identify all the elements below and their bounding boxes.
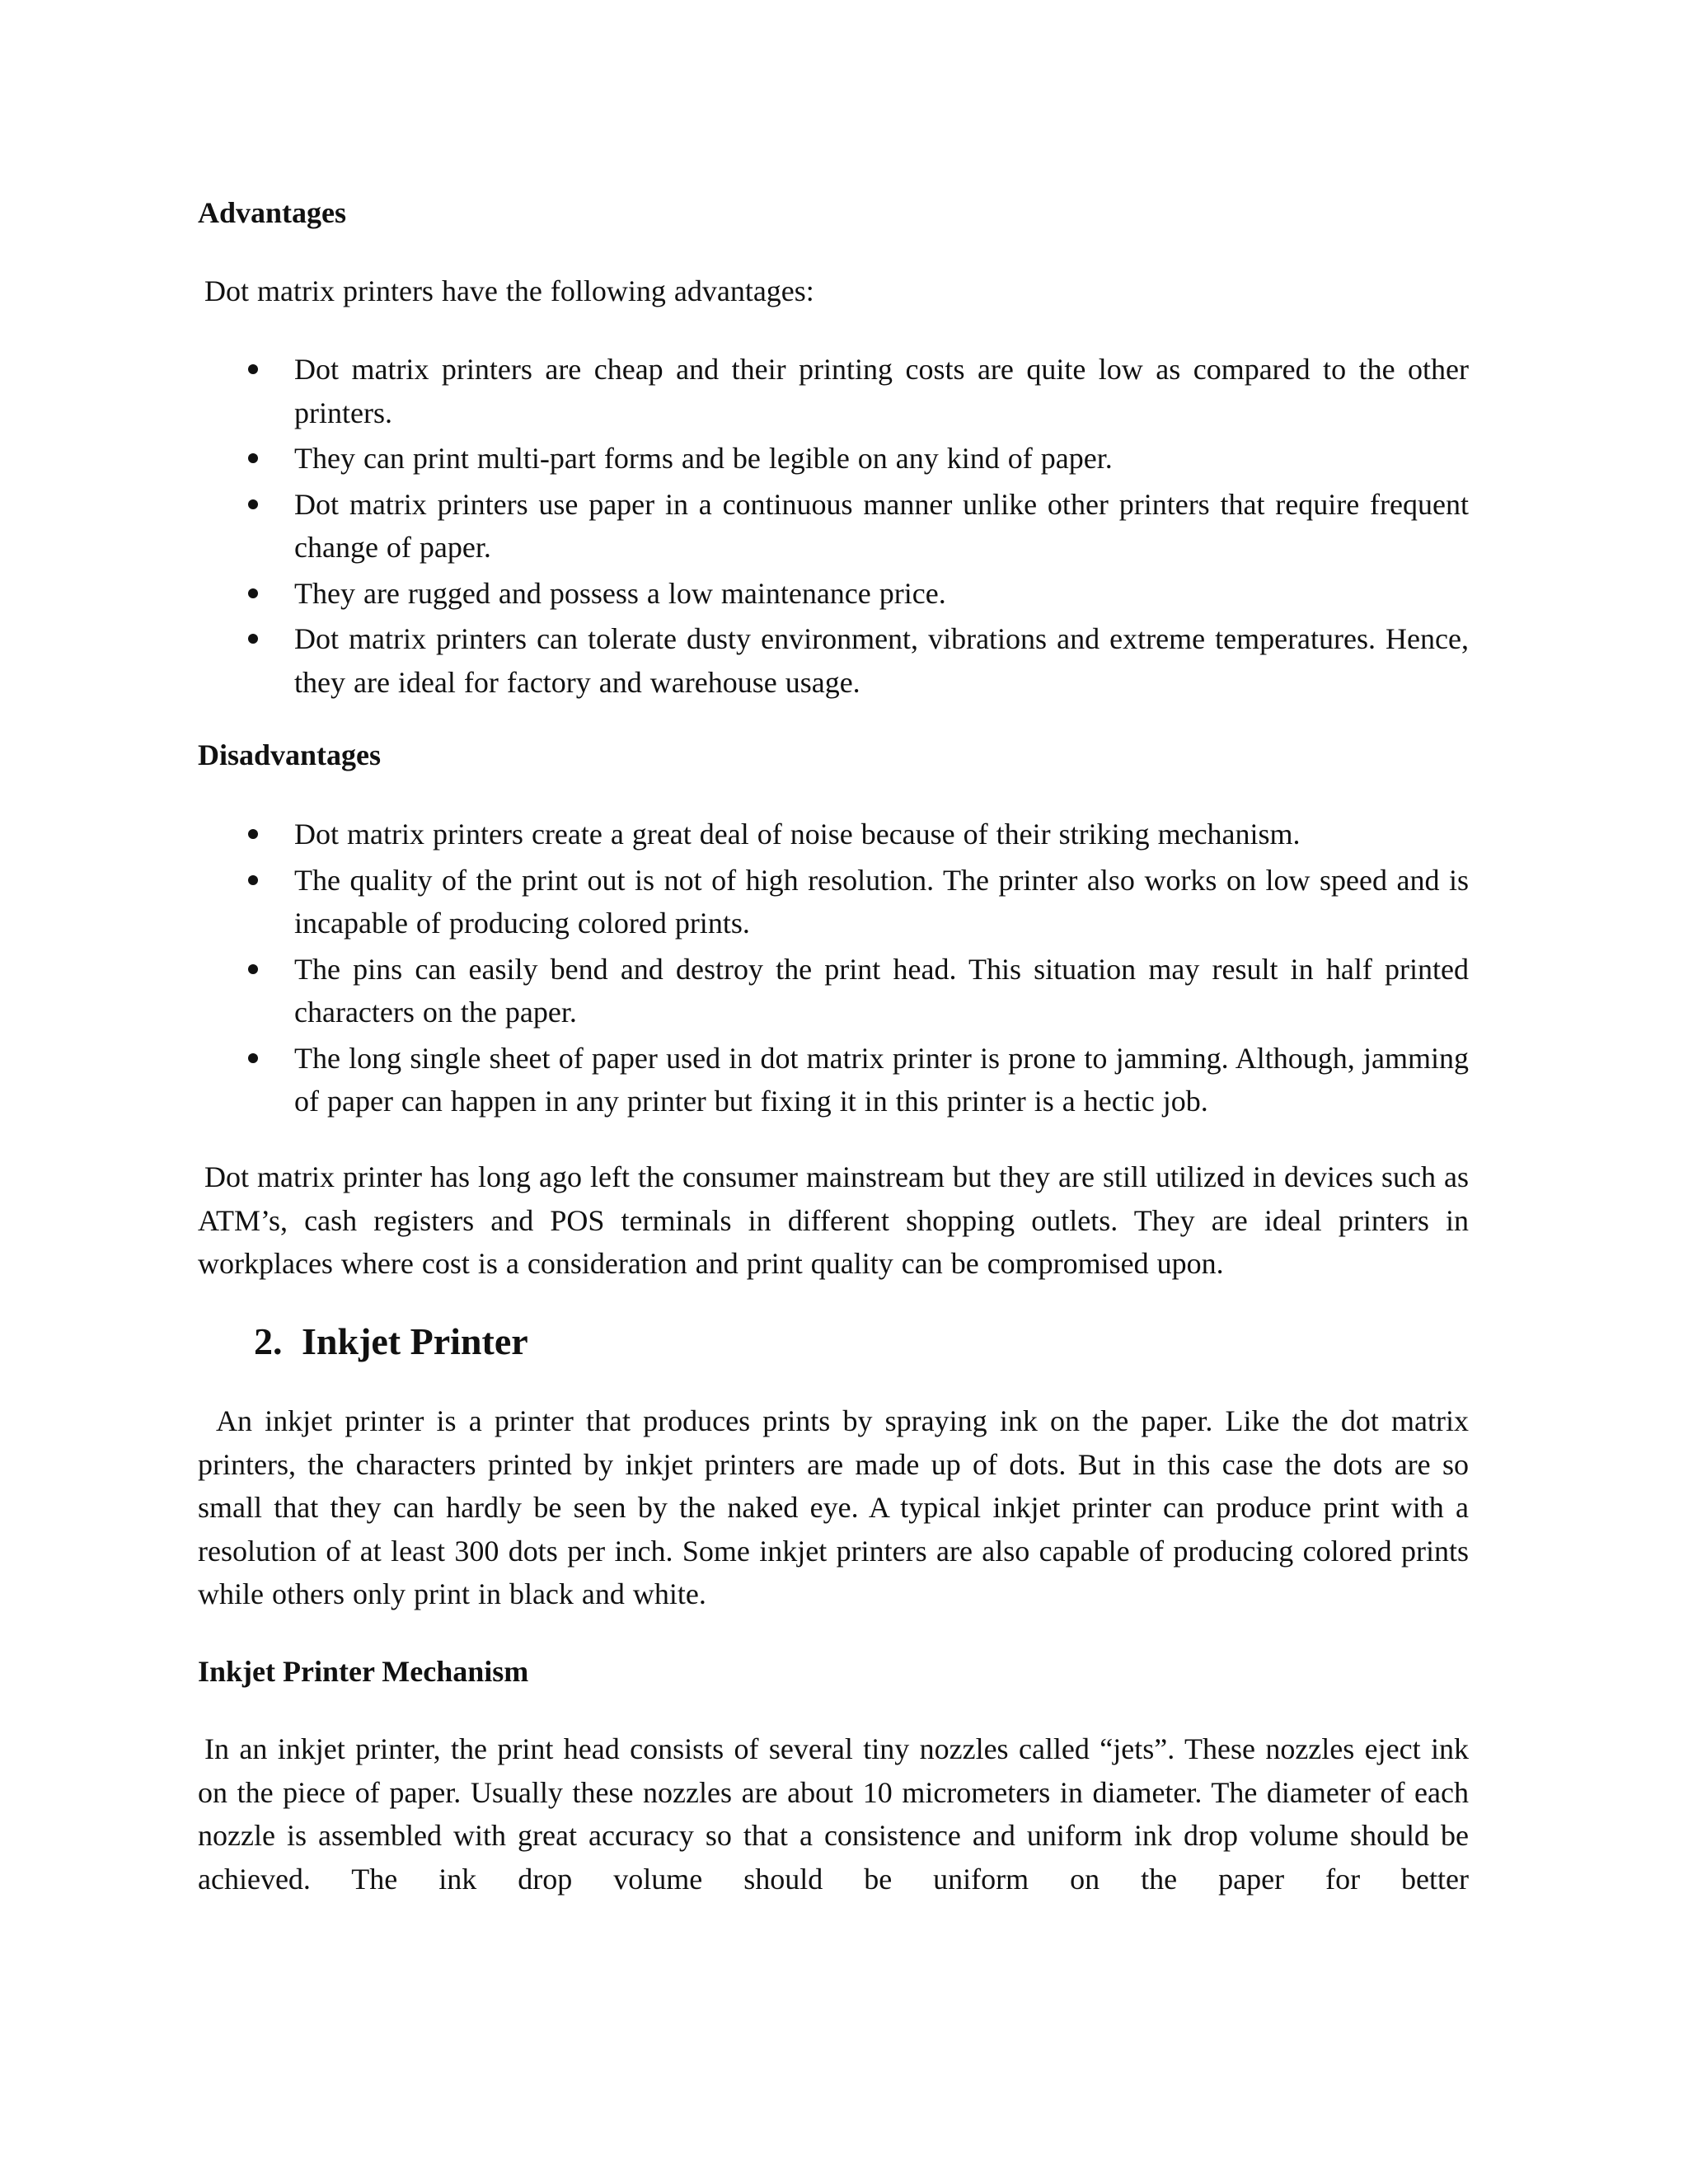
bullet-icon — [248, 364, 258, 374]
list-item — [198, 348, 1469, 434]
advantages-list — [198, 348, 1469, 704]
list-item-text: They are rugged and possess a low maintenance price. — [294, 576, 946, 610]
summary-paragraph: Dot matrix printer has long ago left the consumer mainstream but they are still utilized in devices such as ATM’s, cash registers and POS terminals in different shopping outlets. They are ideal printers in workplaces where cost is a consideration and print quality can be compromised upon. — [198, 1160, 1469, 1280]
list-item-text: They can print multi-part forms and be legible on any kind of paper. — [294, 442, 1113, 475]
mechanism-heading: Inkjet Printer Mechanism — [198, 1655, 529, 1688]
list-item — [198, 948, 1469, 1034]
list-item-text: Dot matrix printers use paper in a continuous manner unlike other printers that require frequent change of paper. — [294, 487, 1469, 564]
advantages-intro: Dot matrix printers have the following advantages: — [204, 274, 814, 307]
disadvantages-heading: Disadvantages — [198, 738, 382, 771]
bullet-icon — [248, 499, 258, 509]
section-number: 2. — [254, 1320, 283, 1362]
list-item-text: Dot matrix printers create a great deal of noise because of their striking mechanism. — [294, 818, 1301, 851]
bullet-icon — [248, 964, 258, 974]
section-title — [254, 1320, 528, 1362]
section-title-text: Inkjet Printer — [302, 1320, 528, 1362]
list-item — [198, 813, 1469, 856]
bullet-icon — [248, 634, 258, 644]
inkjet-intro-paragraph: An inkjet printer is a printer that produces prints by spraying ink on the paper. Like the dot matrix printers, the characters printed by inkjet printers are made up of dots. But in this case the dots are so small that they can hardly be seen by the naked eye. A typical inkjet printer can produce print with a resolution of at least 300 dots per inch. Some inkjet printers are also capable of producing colored prints while others only print in black and white. — [198, 1404, 1469, 1610]
list-item-text: Dot matrix printers can tolerate dusty environment, vibrations and extreme temperatures. Hence, they are ideal for factory and warehouse usage. — [294, 622, 1469, 699]
list-item — [198, 859, 1469, 945]
list-item — [198, 572, 1469, 616]
list-item-text: The quality of the print out is not of high resolution. The printer also works on low speed and is incapable of producing colored prints. — [294, 863, 1469, 940]
list-item — [198, 1037, 1469, 1123]
bullet-icon — [248, 453, 258, 463]
list-item — [198, 617, 1469, 704]
list-item-text: The pins can easily bend and destroy the print head. This situation may result in half printed characters on the paper. — [294, 952, 1469, 1029]
list-item-text: The long single sheet of paper used in dot matrix printer is prone to jamming. Although, jamming of paper can happen in any printer but fixing it in this printer is a hectic job. — [294, 1041, 1469, 1118]
disadvantages-list — [198, 813, 1469, 1123]
list-item — [198, 437, 1469, 480]
advantages-heading: Advantages — [198, 196, 347, 229]
mechanism-paragraph: In an inkjet printer, the print head consists of several tiny nozzles called “jets”. These nozzles eject ink on the piece of paper. Usually these nozzles are about 10 micrometers in diameter. The diameter of each nozzle is assembled with great accuracy so that a consistence and uniform ink drop volume should be achieved. The ink drop volume should be uniform on the paper for better — [198, 1732, 1469, 1896]
list-item — [198, 483, 1469, 569]
bullet-icon — [248, 1053, 258, 1063]
bullet-icon — [248, 588, 258, 598]
list-item-text: Dot matrix printers are cheap and their printing costs are quite low as compared to the other printers. — [294, 353, 1469, 429]
bullet-icon — [248, 829, 258, 839]
bullet-icon — [248, 875, 258, 885]
